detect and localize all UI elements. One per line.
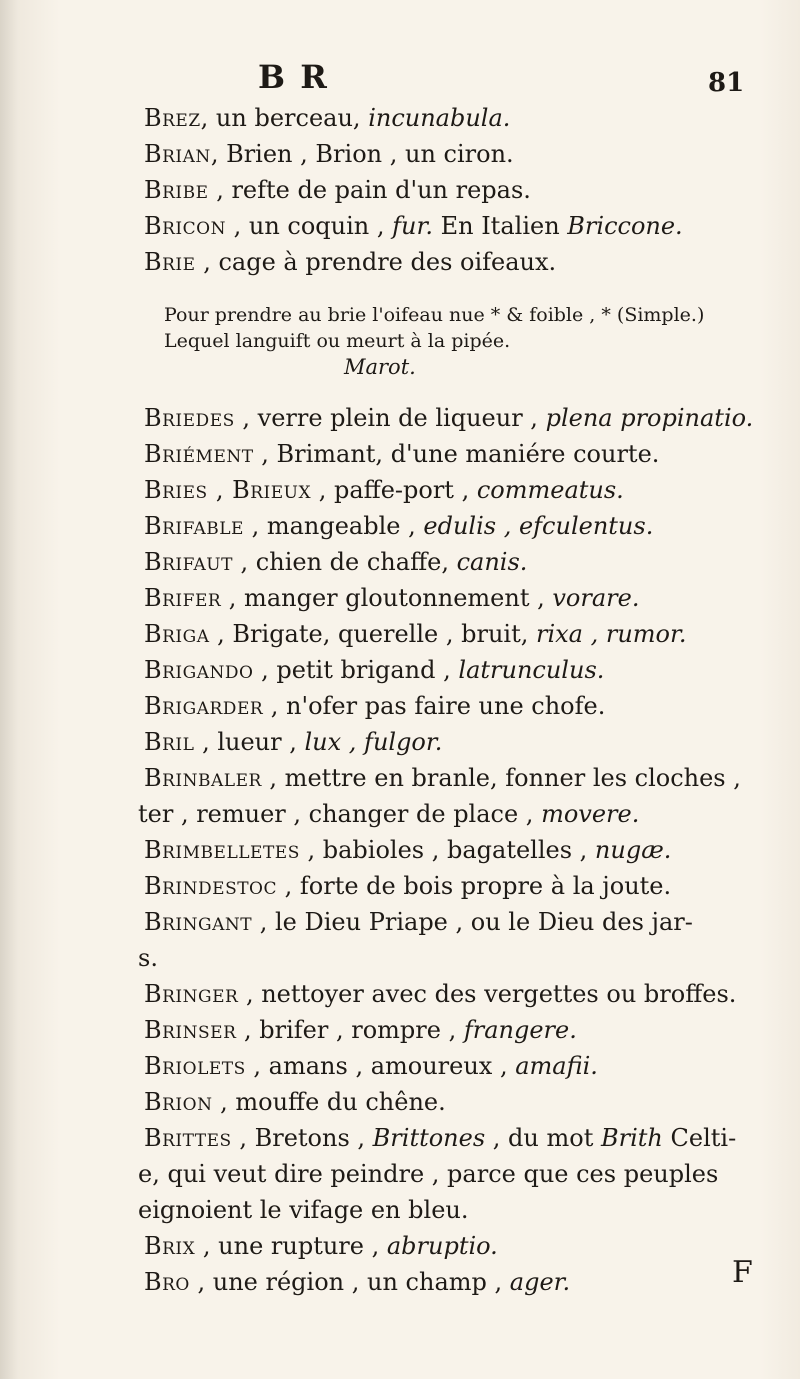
headword: Bribe <box>144 176 209 204</box>
dictionary-entry <box>144 508 784 544</box>
latin-gloss: rixa , rumor. <box>535 620 687 648</box>
latin-gloss: latrunculus. <box>458 656 605 684</box>
dictionary-entry <box>144 976 784 1012</box>
latin-gloss: canis. <box>456 548 528 576</box>
entry-text: , une région , un champ , <box>189 1268 510 1296</box>
latin-gloss: Brith <box>600 1124 663 1152</box>
headword: Briga <box>144 620 210 648</box>
dictionary-entry <box>144 652 784 688</box>
dictionary-entry <box>144 1228 784 1264</box>
verse-quotation <box>144 302 784 380</box>
entry-text: , brifer , rompre , <box>236 1016 464 1044</box>
entry-text: , Bretons , <box>231 1124 373 1152</box>
dictionary-entry <box>144 580 784 616</box>
latin-gloss: commeatus. <box>476 476 624 504</box>
entry-text: , amans , amoureux , <box>245 1052 516 1080</box>
headword: Bries , Brieux <box>144 476 312 504</box>
entry-text: , verre plein de liqueur , <box>234 404 546 432</box>
latin-gloss: lux , fulgor. <box>304 728 443 756</box>
dictionary-entry <box>144 616 784 652</box>
headword: Bringer <box>144 980 239 1008</box>
entry-block-2 <box>138 400 784 1300</box>
quote-line: Lequel languift ou meurt à la pipée. <box>164 330 511 352</box>
entry-text: , refte de pain d'un repas. <box>208 176 531 204</box>
quote-author: Marot. <box>344 355 416 379</box>
entry-text: En Italien <box>432 212 568 240</box>
latin-gloss: edulis , efculentus. <box>423 512 654 540</box>
dictionary-entry <box>144 1084 784 1120</box>
dictionary-entry <box>144 244 784 280</box>
entry-text: , n'ofer pas faire une chofe. <box>263 692 606 720</box>
dictionary-entry <box>144 172 784 208</box>
dictionary-entry <box>144 544 784 580</box>
latin-gloss: incunabula. <box>368 104 511 132</box>
headword: Bricon <box>144 212 226 240</box>
headword: Brie <box>144 248 196 276</box>
headword: Brifer <box>144 584 222 612</box>
dictionary-entry <box>144 208 784 244</box>
entry-text: , un coquin , <box>225 212 393 240</box>
headword: Brifaut <box>144 548 233 576</box>
entry-text: , mouffe du chêne. <box>212 1088 446 1116</box>
entry-text: , mangeable , <box>243 512 424 540</box>
headword: Bringant <box>144 908 253 936</box>
headword: Brez <box>144 104 201 132</box>
dictionary-entry <box>144 400 784 436</box>
latin-gloss: amafii. <box>515 1052 598 1080</box>
entry-text: , le Dieu Priape , ou le Dieu des jar- <box>252 908 693 936</box>
entry-text: , cage à prendre des oifeaux. <box>195 248 557 276</box>
headword: Bro <box>144 1268 190 1296</box>
dictionary-entry <box>144 760 784 796</box>
entry-text: , Brigate, querelle , bruit, <box>209 620 536 648</box>
dictionary-entry <box>144 472 784 508</box>
dictionary-entry <box>138 1192 784 1228</box>
entry-text: , babioles , bagatelles , <box>299 836 595 864</box>
signature-mark: F <box>732 1255 753 1290</box>
entry-text: , Brimant, d'une maniére courte. <box>253 440 660 468</box>
entry-text: e, qui veut dire peindre , parce que ces peuples <box>138 1160 719 1188</box>
quote-line: Pour prendre au brie l'oifeau nue * & foible , * (Simple.) <box>164 304 705 326</box>
headword: Brigarder <box>144 692 264 720</box>
entry-text: , forte de bois propre à la joute. <box>277 872 672 900</box>
dictionary-entries <box>138 100 784 1300</box>
headword: Brifable <box>144 512 244 540</box>
latin-gloss: frangere. <box>463 1016 577 1044</box>
headword: Brimbelletes <box>144 836 300 864</box>
latin-gloss: fur. <box>392 212 433 240</box>
latin-gloss: movere. <box>541 800 640 828</box>
headword: Brinbaler <box>144 764 262 792</box>
headword: Brion <box>144 1088 213 1116</box>
headword: Briedes <box>144 404 235 432</box>
latin-gloss: abruptio. <box>386 1232 498 1260</box>
entry-text: , Brien , Brion , un ciron. <box>210 140 514 168</box>
dictionary-entry <box>144 688 784 724</box>
entry-text: s. <box>138 944 158 972</box>
dictionary-entry <box>138 1156 784 1192</box>
latin-gloss: ager. <box>509 1268 571 1296</box>
dictionary-entry <box>144 1264 784 1300</box>
headword: Briément <box>144 440 254 468</box>
latin-gloss: Brittones <box>372 1124 486 1152</box>
entry-text: , lueur , <box>194 728 305 756</box>
dictionary-entry <box>138 796 784 832</box>
latin-gloss: Briccone. <box>567 212 683 240</box>
entry-text: eignoient le vifage en bleu. <box>138 1196 469 1224</box>
headword: Brigando <box>144 656 254 684</box>
dictionary-entry <box>144 1012 784 1048</box>
dictionary-entry <box>144 136 784 172</box>
entry-text: ter , remuer , changer de place , <box>138 800 542 828</box>
dictionary-entry <box>144 1120 784 1156</box>
headword: Briolets <box>144 1052 246 1080</box>
entry-text: , paffe-port , <box>311 476 477 504</box>
headword: Brinser <box>144 1016 237 1044</box>
entry-text: , une rupture , <box>195 1232 387 1260</box>
latin-gloss: nugæ. <box>594 836 672 864</box>
headword: Bril <box>144 728 195 756</box>
headword: Brix <box>144 1232 196 1260</box>
running-head: B R <box>258 58 329 96</box>
dictionary-entry <box>144 904 784 940</box>
page-number: 81 <box>708 68 745 98</box>
dictionary-entry <box>144 832 784 868</box>
headword: Brindestoc <box>144 872 277 900</box>
dictionary-entry <box>144 724 784 760</box>
entry-text: , manger gloutonnement , <box>221 584 553 612</box>
entry-text: , un berceau, <box>200 104 369 132</box>
latin-gloss: vorare. <box>552 584 640 612</box>
dictionary-entry <box>144 436 784 472</box>
entry-text: , nettoyer avec des vergettes ou broffes. <box>238 980 737 1008</box>
dictionary-entry <box>144 1048 784 1084</box>
entry-text: , du mot <box>485 1124 601 1152</box>
dictionary-entry <box>144 868 784 904</box>
latin-gloss: plena propinatio. <box>545 404 754 432</box>
headword: Brian <box>144 140 211 168</box>
entry-text: , chien de chaffe, <box>232 548 457 576</box>
headword: Brittes <box>144 1124 232 1152</box>
entry-text: , mettre en branle, fonner les cloches , <box>261 764 741 792</box>
dictionary-entry <box>138 940 784 976</box>
entry-block-1 <box>144 100 784 280</box>
page-header <box>0 58 800 98</box>
entry-text: Celti- <box>662 1124 737 1152</box>
dictionary-entry <box>144 100 784 136</box>
entry-text: , petit brigand , <box>253 656 459 684</box>
